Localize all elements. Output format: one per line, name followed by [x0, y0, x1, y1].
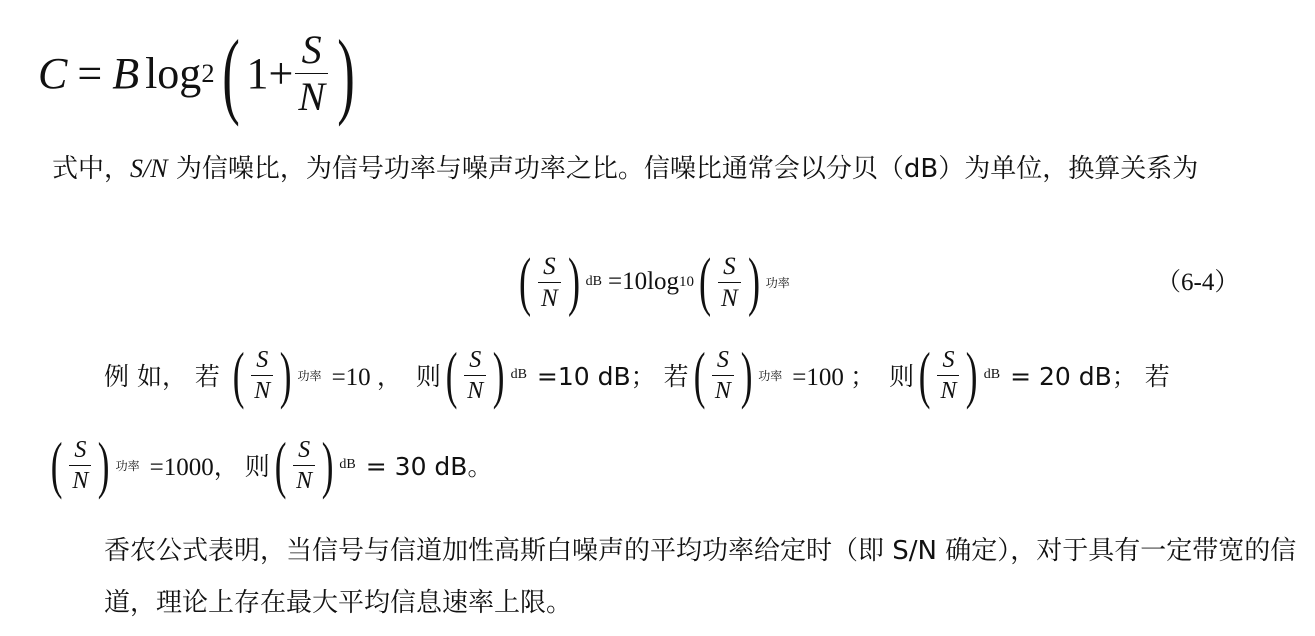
eq64-log-base: 10: [679, 273, 695, 290]
p1-sn: S/N: [130, 154, 168, 183]
ex-lparen: (: [445, 339, 458, 410]
eq64-mid: =10log: [608, 268, 680, 295]
ex-lparen: (: [50, 429, 63, 500]
ex-lparen: (: [918, 339, 931, 410]
formula-c: C: [38, 49, 68, 98]
ex-rparen: ): [98, 429, 110, 500]
ex-den: N: [467, 377, 484, 404]
ex-fraction-6: [293, 438, 315, 493]
equation-number: （6-4）: [1156, 269, 1240, 296]
equation-6-4: [514, 244, 790, 320]
ex-ze-2: 则: [889, 362, 915, 391]
eq64-den-2: N: [721, 284, 738, 312]
ex-rparen: ): [740, 339, 753, 410]
ex-den: N: [72, 467, 89, 494]
p1-text-b: 为信噪比，为信号功率与噪声功率之比。信噪比通常会以分贝（dB）为单位，换算关系为: [167, 154, 1199, 184]
eq64-sub-db: dB: [585, 274, 602, 289]
ex-ze-1: 则: [415, 362, 441, 391]
formula-one-plus: 1+: [246, 49, 294, 98]
fraction-bar: [718, 282, 741, 283]
eq64-num-1: S: [543, 252, 556, 280]
ex-value-1: =10 ，: [331, 364, 402, 391]
ex-fraction-3: [712, 348, 734, 403]
ex-ze-3: 则: [244, 452, 270, 481]
shannon-formula: [38, 18, 362, 129]
formula-numerator: S: [301, 27, 322, 72]
ex-rparen: ): [493, 339, 505, 410]
ex-sub-power: 功率: [297, 368, 322, 383]
fraction-bar: [69, 465, 91, 466]
eq64-lparen-2: (: [698, 245, 712, 318]
ex-rparen: ): [966, 339, 978, 410]
ex-lparen: (: [274, 429, 287, 500]
ex-den: N: [940, 377, 957, 404]
ex-sub-db: dB: [339, 457, 356, 472]
fraction-bar: [251, 375, 273, 376]
formula-b: B: [112, 49, 140, 98]
eq64-fraction-2: [718, 254, 741, 311]
example-line-1: [52, 338, 1170, 412]
eq64-sub-power: 功率: [765, 275, 790, 290]
ex-den: N: [714, 377, 731, 404]
formula-right-paren: ): [337, 20, 355, 127]
ex-result-2: = 20 dB； 若: [1010, 362, 1170, 391]
paragraph-shannon-conclusion: 香农公式表明，当信号与信道加性高斯白噪声的平均功率给定时（即 S/N 确定），对于具有一定带宽的信道，理论上存在最大平均信息速率上限。: [104, 536, 1297, 618]
fraction-bar: [937, 375, 959, 376]
p1-text-a: 式中，: [52, 154, 131, 184]
formula-fraction: [295, 27, 328, 119]
ex-lparen: (: [232, 339, 245, 410]
ex-num: S: [256, 346, 269, 373]
ex-sub-power: 功率: [115, 458, 140, 473]
eq64-den-1: N: [540, 284, 558, 312]
ex-sub-power: 功率: [758, 368, 783, 383]
ex-num: S: [716, 346, 729, 373]
ex-den: N: [296, 467, 313, 494]
ex-rparen: ): [321, 429, 334, 500]
ex-result-3: = 30 dB。: [365, 452, 493, 481]
ex-num: S: [74, 436, 87, 463]
ex-sub-db: dB: [510, 367, 527, 382]
eq64-rparen-2: ): [747, 245, 760, 318]
fraction-bar: [293, 465, 315, 466]
formula-log: log: [145, 49, 202, 98]
ex-fraction-5: [69, 438, 91, 493]
example-line-2: [46, 428, 492, 502]
eq64-rparen-1: ): [567, 245, 580, 318]
formula-log-base: 2: [201, 58, 215, 88]
ex-num: S: [298, 436, 311, 463]
fraction-bar: [464, 375, 486, 376]
ex-value-2: =100 ；: [792, 364, 876, 391]
ex-num: S: [469, 346, 482, 373]
ex-num: S: [942, 346, 955, 373]
formula-left-paren: (: [221, 20, 240, 127]
eq64-fraction-1: [538, 254, 561, 311]
ex-den: N: [254, 377, 271, 404]
formula-denominator: N: [298, 74, 325, 119]
ex-value-3: =1000，: [149, 454, 239, 481]
ex-sub-db: dB: [983, 367, 1001, 382]
paragraph-snr-definition: [52, 143, 1252, 195]
ex-fraction-4: [937, 348, 959, 403]
ex-fraction-1: [251, 348, 273, 403]
fraction-bar: [712, 375, 734, 376]
ex-fraction-2: [464, 348, 486, 403]
ex-rparen: ): [280, 339, 292, 410]
eq64-num-2: S: [723, 252, 736, 280]
example-lead: 例 如， 若: [104, 362, 220, 391]
ex-result-1: =10 dB； 若: [536, 362, 689, 391]
fraction-bar: [538, 282, 561, 283]
ex-lparen: (: [693, 339, 706, 410]
eq64-lparen-1: (: [518, 245, 532, 318]
formula-equals: =: [77, 49, 103, 98]
